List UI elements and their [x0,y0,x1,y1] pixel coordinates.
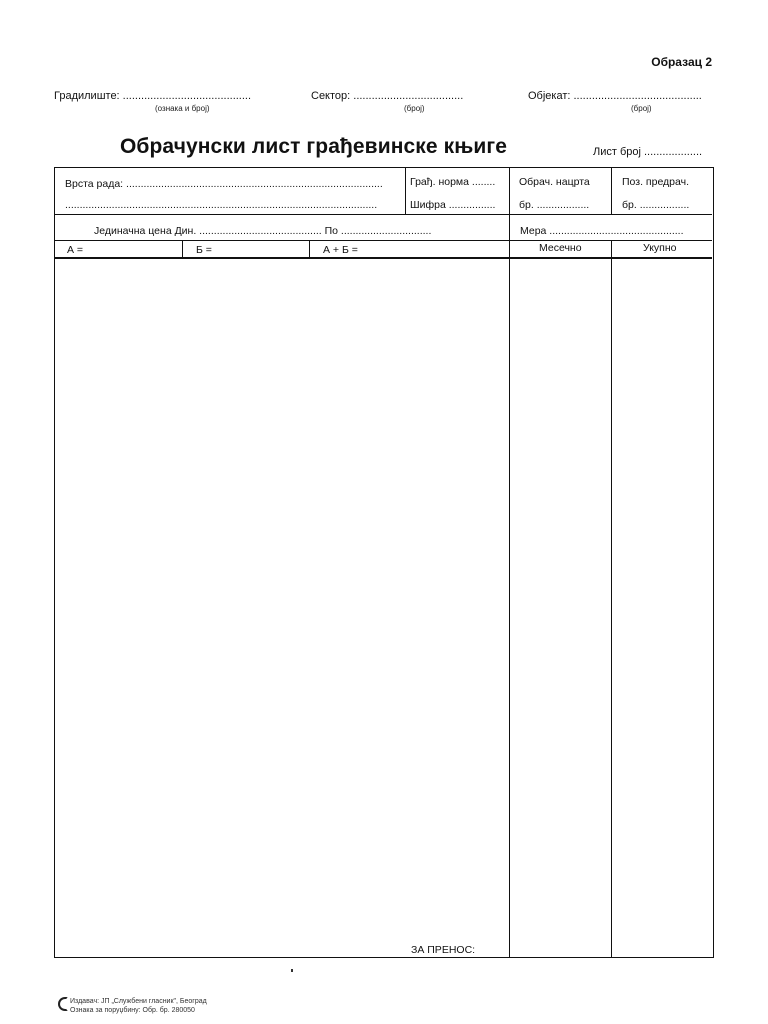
work-type-field[interactable]: Врста рада: ........................................................................................ [65,178,383,190]
col-divider-norm [405,168,406,214]
entries-area[interactable] [55,259,509,949]
ledger-table [54,167,714,958]
column-monthly-header: Месечно [539,242,582,254]
form-number: Образац 2 [651,55,712,69]
object-field[interactable]: Објекат: .......................................... [528,90,702,102]
column-b-header: Б = [196,244,212,256]
sheet-number-field[interactable]: Лист број ................... [593,146,703,158]
row-divider-header [55,214,712,215]
measure-field[interactable]: Мера .............................................. [520,225,684,237]
code-field[interactable]: Шифра ................ [410,199,496,211]
scan-speck [291,969,293,972]
row-divider-price [55,240,712,241]
total-entries-area[interactable] [612,259,712,956]
estimate-position-label: Поз. предрач. [622,176,690,188]
publisher-footer [70,997,207,1015]
site-field[interactable]: Градилиште: .......................................... [54,90,252,102]
column-a-plus-b-header: А + Б = [323,244,358,256]
calc-drawing-number-field[interactable]: бр. .................. [519,199,590,211]
estimate-position-number-field[interactable]: бр. ................. [622,199,690,211]
site-field-hint: (ознака и број) [155,104,210,113]
col-divider-b [309,240,310,257]
monthly-entries-area[interactable] [510,259,610,956]
column-a-header: А = [67,244,84,256]
col-divider-estimate [611,168,612,214]
publisher-logo-icon [58,997,68,1011]
publisher-text: Издавач: ЈП „Службени гласник", Београд [70,998,207,1005]
object-field-hint: (број) [631,104,652,113]
norm-field[interactable]: Грађ. норма ........ [410,176,496,188]
col-divider-a [182,240,183,257]
calc-drawing-label: Обрач. нацрта [519,176,590,188]
sector-field-hint: (број) [404,104,425,113]
column-total-header: Укупно [643,242,677,254]
sector-field[interactable]: Сектор: .................................... [311,90,464,102]
carry-over-label: ЗА ПРЕНОС: [411,944,476,956]
page-title: Обрачунски лист грађевинске књиге [120,135,507,158]
unit-price-field[interactable]: Јединачна цена Дин. .......................................... По ............................... [94,225,432,237]
order-code-text: Ознака за поруџбину: Обр. бр. 280050 [70,1007,195,1014]
work-type-field-line2[interactable]: ........................................................................................................... [65,199,378,211]
